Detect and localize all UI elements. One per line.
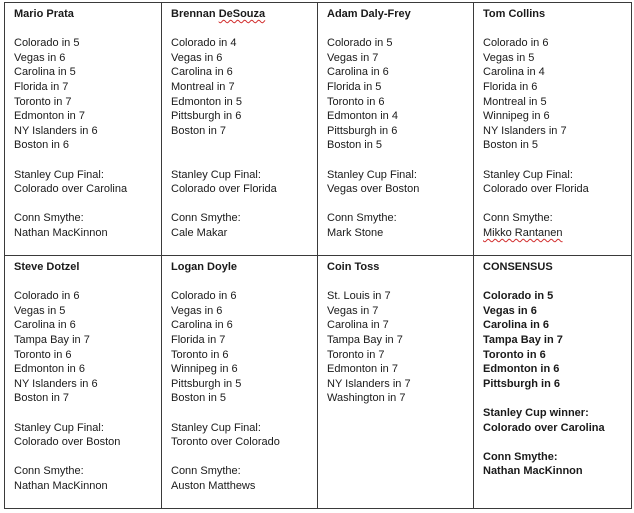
series-pick: Colorado in 6 bbox=[171, 290, 237, 303]
series-pick: Colorado in 4 bbox=[171, 37, 237, 50]
series-picks bbox=[483, 289, 625, 391]
final-label: Stanley Cup Final: bbox=[483, 168, 573, 181]
series-pick: Pittsburgh in 6 bbox=[171, 110, 242, 123]
series-picks bbox=[483, 36, 625, 153]
series-pick: Pittsburgh in 6 bbox=[327, 124, 398, 137]
series-pick: NY Islanders in 6 bbox=[14, 377, 98, 390]
final-label: Stanley Cup Final: bbox=[171, 168, 261, 181]
final-label: Stanley Cup winner: bbox=[483, 406, 589, 419]
series-pick: Colorado in 5 bbox=[483, 290, 554, 303]
predictor-name bbox=[171, 7, 311, 22]
series-pick: NY Islanders in 6 bbox=[14, 124, 98, 137]
series-pick: Toronto in 6 bbox=[171, 348, 229, 361]
final-pick: Colorado over Boston bbox=[14, 436, 121, 449]
series-pick: Colorado in 5 bbox=[14, 37, 80, 50]
final-label: Stanley Cup Final: bbox=[327, 168, 417, 181]
series-pick: Edmonton in 7 bbox=[327, 363, 398, 376]
series-pick: Boston in 5 bbox=[483, 139, 539, 152]
series-pick: Carolina in 6 bbox=[171, 66, 233, 79]
conn-smythe-pick: Mikko Rantanen bbox=[483, 226, 563, 239]
series-pick: Winnipeg in 6 bbox=[171, 363, 238, 376]
conn-smythe-label: Conn Smythe: bbox=[327, 212, 397, 225]
prediction-cell bbox=[318, 3, 474, 256]
conn-smythe-label: Conn Smythe: bbox=[14, 212, 84, 225]
series-pick: Edmonton in 6 bbox=[483, 363, 560, 376]
prediction-cell bbox=[474, 3, 632, 256]
series-pick: NY Islanders in 7 bbox=[483, 124, 567, 137]
series-pick: Colorado in 5 bbox=[327, 37, 393, 50]
series-pick: Pittsburgh in 6 bbox=[483, 377, 560, 390]
series-pick: Vegas in 6 bbox=[14, 51, 66, 64]
series-pick: Carolina in 6 bbox=[327, 66, 389, 79]
series-pick: Vegas in 6 bbox=[171, 304, 223, 317]
series-picks bbox=[171, 289, 311, 406]
series-pick: Toronto in 6 bbox=[14, 348, 72, 361]
series-picks bbox=[327, 289, 467, 406]
conn-smythe-pick: Cale Makar bbox=[171, 226, 228, 239]
series-pick: Carolina in 4 bbox=[483, 66, 545, 79]
series-pick: Edmonton in 4 bbox=[327, 110, 398, 123]
series-pick: Toronto in 6 bbox=[327, 95, 385, 108]
series-pick: Vegas in 7 bbox=[327, 51, 379, 64]
predictor-first-name: Brennan bbox=[171, 8, 219, 20]
series-pick: Toronto in 7 bbox=[327, 348, 385, 361]
series-pick: Vegas in 6 bbox=[171, 51, 223, 64]
series-pick: Vegas in 6 bbox=[483, 304, 537, 317]
conn-smythe-label: Conn Smythe: bbox=[171, 212, 241, 225]
prediction-cell bbox=[162, 256, 318, 509]
series-pick: Tampa Bay in 7 bbox=[483, 333, 563, 346]
table-row bbox=[5, 256, 632, 509]
predictor-name: Mario Prata bbox=[14, 8, 74, 20]
conn-smythe-label: Conn Smythe: bbox=[483, 212, 553, 225]
predictor-last-name: DeSouza bbox=[218, 8, 266, 20]
final-label: Stanley Cup Final: bbox=[14, 168, 104, 181]
predictor-name: Adam Daly-Frey bbox=[327, 8, 411, 20]
series-pick: Edmonton in 7 bbox=[14, 110, 85, 123]
series-pick: Florida in 5 bbox=[327, 80, 382, 93]
predictor-name: Coin Toss bbox=[327, 261, 380, 273]
series-pick: Florida in 7 bbox=[171, 333, 226, 346]
series-pick: Tampa Bay in 7 bbox=[327, 333, 403, 346]
series-pick: Carolina in 5 bbox=[14, 66, 76, 79]
final-label: Stanley Cup Final: bbox=[171, 421, 261, 434]
series-pick: Boston in 6 bbox=[14, 139, 70, 152]
table-row bbox=[5, 3, 632, 256]
series-pick: Carolina in 6 bbox=[14, 319, 76, 332]
predictor-name: CONSENSUS bbox=[483, 261, 553, 273]
conn-smythe-label: Conn Smythe: bbox=[171, 465, 241, 478]
consensus-cell bbox=[474, 256, 632, 509]
final-pick: Colorado over Florida bbox=[483, 183, 589, 196]
series-pick: Winnipeg in 6 bbox=[483, 110, 550, 123]
series-pick: Montreal in 7 bbox=[171, 80, 235, 93]
prediction-cell bbox=[5, 256, 162, 509]
series-pick: Pittsburgh in 5 bbox=[171, 377, 242, 390]
predictor-name: Tom Collins bbox=[483, 8, 546, 20]
conn-smythe-pick: Nathan MacKinnon bbox=[14, 226, 108, 239]
prediction-cell bbox=[162, 3, 318, 256]
series-pick: NY Islanders in 7 bbox=[327, 377, 411, 390]
final-pick: Colorado over Florida bbox=[171, 183, 277, 196]
series-pick: Montreal in 5 bbox=[483, 95, 547, 108]
series-pick: Boston in 5 bbox=[327, 139, 383, 152]
conn-smythe-label: Conn Smythe: bbox=[14, 465, 84, 478]
series-pick: Boston in 5 bbox=[171, 392, 227, 405]
series-pick: Florida in 6 bbox=[483, 80, 538, 93]
conn-smythe-pick: Nathan MacKinnon bbox=[483, 465, 583, 478]
conn-smythe-pick: Nathan MacKinnon bbox=[14, 479, 108, 492]
series-pick: Vegas in 5 bbox=[483, 51, 535, 64]
series-pick: Colorado in 6 bbox=[483, 37, 549, 50]
series-pick: Toronto in 6 bbox=[483, 348, 546, 361]
series-pick: Colorado in 6 bbox=[14, 290, 80, 303]
series-picks bbox=[14, 289, 155, 406]
conn-smythe-pick: Auston Matthews bbox=[171, 479, 256, 492]
series-pick: St. Louis in 7 bbox=[327, 290, 391, 303]
conn-smythe-label: Conn Smythe: bbox=[483, 450, 558, 463]
series-picks bbox=[327, 36, 467, 153]
predictions-table bbox=[4, 2, 632, 509]
predictor-name: Steve Dotzel bbox=[14, 261, 80, 273]
prediction-cell bbox=[5, 3, 162, 256]
series-picks bbox=[171, 36, 311, 138]
final-pick: Colorado over Carolina bbox=[483, 421, 605, 434]
series-pick: Florida in 7 bbox=[14, 80, 69, 93]
final-pick: Vegas over Boston bbox=[327, 183, 420, 196]
predictor-name: Logan Doyle bbox=[171, 261, 238, 273]
prediction-cell bbox=[318, 256, 474, 509]
series-pick: Vegas in 7 bbox=[327, 304, 379, 317]
series-pick: Edmonton in 6 bbox=[14, 363, 85, 376]
series-pick: Boston in 7 bbox=[171, 124, 227, 137]
series-pick: Carolina in 7 bbox=[327, 319, 389, 332]
conn-smythe-pick: Mark Stone bbox=[327, 226, 384, 239]
final-pick: Colorado over Carolina bbox=[14, 183, 128, 196]
series-pick: Carolina in 6 bbox=[483, 319, 550, 332]
final-label: Stanley Cup Final: bbox=[14, 421, 104, 434]
series-pick: Toronto in 7 bbox=[14, 95, 72, 108]
series-pick: Tampa Bay in 7 bbox=[14, 333, 90, 346]
series-pick: Edmonton in 5 bbox=[171, 95, 242, 108]
series-picks bbox=[14, 36, 155, 153]
series-pick: Boston in 7 bbox=[14, 392, 70, 405]
series-pick: Washington in 7 bbox=[327, 392, 406, 405]
series-pick: Carolina in 6 bbox=[171, 319, 233, 332]
series-pick: Vegas in 5 bbox=[14, 304, 66, 317]
final-pick: Toronto over Colorado bbox=[171, 436, 280, 449]
